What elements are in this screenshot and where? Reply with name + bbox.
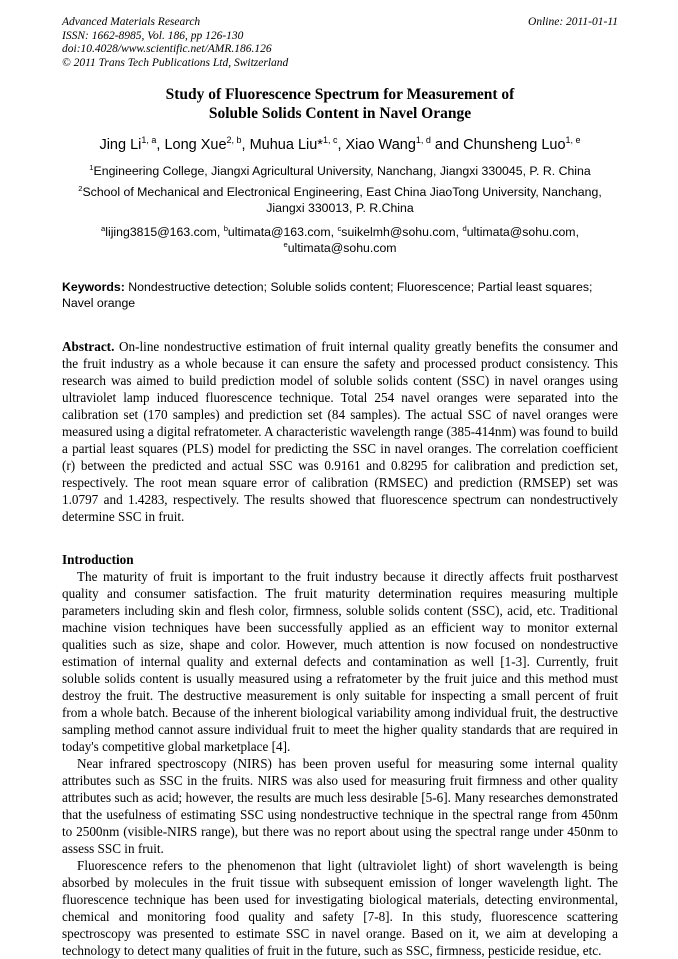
- author-affiliation-sup: 1, d: [415, 135, 431, 146]
- author-affiliation-sup: 1, a: [141, 135, 157, 146]
- affiliation-1: [62, 163, 618, 180]
- email-sup: c: [337, 223, 342, 233]
- affiliation-text: Engineering College, Jiangxi Agricultural University, Nanchang, Jiangxi 330045, P. R. China: [93, 164, 591, 178]
- journal-copyright: © 2011 Trans Tech Publications Ltd, Switzerland: [62, 56, 289, 69]
- journal-doi: doi:10.4028/www.scientific.net/AMR.186.126: [62, 43, 272, 55]
- author-name: Xiao Wang: [345, 137, 416, 153]
- introduction-paragraph: The maturity of fruit is important to the fruit industry because it directly affects fruit postharvest quality and consumer satisfaction. The fruit maturity determination requires measuring multiple parameters including skin and flesh color, firmness, soluble solids content (SSC), acid, etc. Traditional machine vision techniques have been successfully applied as an efficient way to monitor external qualities such as size, shape and color. However, much attention is now focused on nondestructive estimation of internal quality and external defects and contamination as well [1-3]. Currently, fruit soluble solids content is usually measured using a refratometer by the fruit juice and this method must destroy the fruit. The destructive measurement is only suitable for inspecting a small percent of fruit from a whole batch. Because of the inherent biological variability among individual fruit, the destructive sampling method cannot assure individual fruit to meet the higher quality standards that are required in today's competitive global marketplace [4].: [62, 568, 618, 754]
- abstract-label: Abstract.: [62, 338, 115, 354]
- author-separator: ,: [337, 137, 346, 153]
- email-separator: ,: [455, 224, 463, 239]
- email-separator: ,: [330, 224, 338, 239]
- introduction-paragraph: Fluorescence refers to the phenomenon that light (ultraviolet light) of short wavelength is being absorbed by molecules in the fruit tissue with subsequent emission of longer wavelength light. The fluorescence technique has been used for investigating biological materials, detecting environmental, chemical and monitoring food quality and safety [7-8]. In this study, fluorescence scattering spectroscopy was presented to estimate SSC in navel orange. Based on it, we aim at developing a technology to detect many qualities of fruit in the future, such as SSC, firmness, pesticide residue, etc.: [62, 857, 618, 958]
- keywords-section: [62, 279, 618, 312]
- journal-name: Advanced Materials Research: [62, 16, 201, 28]
- author-affiliation-sup: 1, c: [322, 135, 338, 146]
- paper-title-line2: Soluble Solids Content in Navel Orange: [208, 105, 472, 122]
- affiliation-2: [62, 184, 618, 217]
- author-name: Muhua Liu*: [249, 137, 323, 153]
- paper-title: [62, 85, 618, 123]
- keywords-label: Keywords:: [62, 279, 125, 294]
- email-address: suikelmh@sohu.com: [341, 224, 456, 239]
- journal-header-left: [62, 16, 288, 70]
- email-address: lijing3815@163.com: [105, 224, 217, 239]
- author-affiliation-sup: 2, b: [226, 135, 242, 146]
- emails-line: [62, 224, 618, 257]
- author-name: Long Xue: [164, 137, 227, 153]
- email-sup: e: [283, 239, 288, 249]
- email-sup: b: [223, 223, 228, 233]
- author-separator: ,: [241, 137, 250, 153]
- email-sup: a: [101, 223, 106, 233]
- email-address: ultimata@sohu.com: [287, 241, 397, 255]
- email-separator: ,: [216, 224, 224, 239]
- paper-title-line1: Study of Fluorescence Spectrum for Measurement of: [165, 86, 515, 103]
- email-address: ultimata@163.com: [227, 224, 331, 239]
- online-date: Online: 2011-01-11: [528, 16, 618, 28]
- abstract-section: [62, 338, 618, 525]
- introduction-paragraph: Near infrared spectroscopy (NIRS) has been proven useful for measuring some internal quality attributes such as SSC in the fruits. NIRS was also used for measuring fruit firmness and other quality attributes such as acid; however, the results are much less desirable [5-6]. Many researches demonstrated that the usefulness of estimating SSC using nondestructive technique in the spectral range from 450nm to 2500nm (visible-NIRS range), but there was no report about using the spectral range under 450nm to assess SSC in fruit.: [62, 755, 618, 856]
- email-sup: d: [462, 223, 467, 233]
- keywords-text: Nondestructive detection; Soluble solids content; Fluorescence; Partial least squares; Navel orange: [62, 279, 593, 310]
- author-separator: and: [430, 137, 464, 153]
- affiliation-sup: 2: [78, 183, 83, 193]
- affiliation-sup: 1: [89, 162, 94, 172]
- author-name: Chunsheng Luo: [463, 137, 566, 153]
- journal-header: [62, 16, 618, 70]
- abstract-text: On-line nondestructive estimation of fruit internal quality greatly benefits the consumer and the fruit industry as a whole because it can ensure the safety and processed product consistency. This research was aimed to build prediction model of soluble solids content (SSC) in navel oranges using ultraviolet lamp induced fluorescence technique. Total 254 navel oranges were separated into the calibration set (170 samples) and prediction set (84 samples). The actual SSC of navel oranges were measured using a digital refratometer. A characteristic wavelength range (385-414nm) was found to build a partial least squares (PLS) model for predicting the SSC in navel oranges. The correlation coefficient (r) between the predicted and actual SSC was 0.9161 and 0.8295 for calibration and prediction set, respectively. The root mean square error of calibration (RMSEC) and prediction (RMSEP) set was 1.0797 and 1.4283, respectively. The results showed that fluorescence spectrum can nondestructively determine SSC in fruit.: [62, 338, 619, 524]
- author-name: Jing Li: [99, 137, 142, 153]
- journal-issn: ISSN: 1662-8985, Vol. 186, pp 126-130: [62, 29, 244, 42]
- author-separator: ,: [156, 137, 165, 153]
- authors-line: [62, 136, 618, 154]
- email-address: ultimata@sohu.com: [466, 224, 576, 239]
- email-separator: ,: [575, 224, 579, 239]
- author-affiliation-sup: 1, e: [565, 135, 581, 146]
- introduction-heading: Introduction: [62, 551, 134, 567]
- affiliation-text: School of Mechanical and Electronical Engineering, East China JiaoTong University, Nanchang, Jiangxi 330013, P. R.China: [82, 184, 602, 215]
